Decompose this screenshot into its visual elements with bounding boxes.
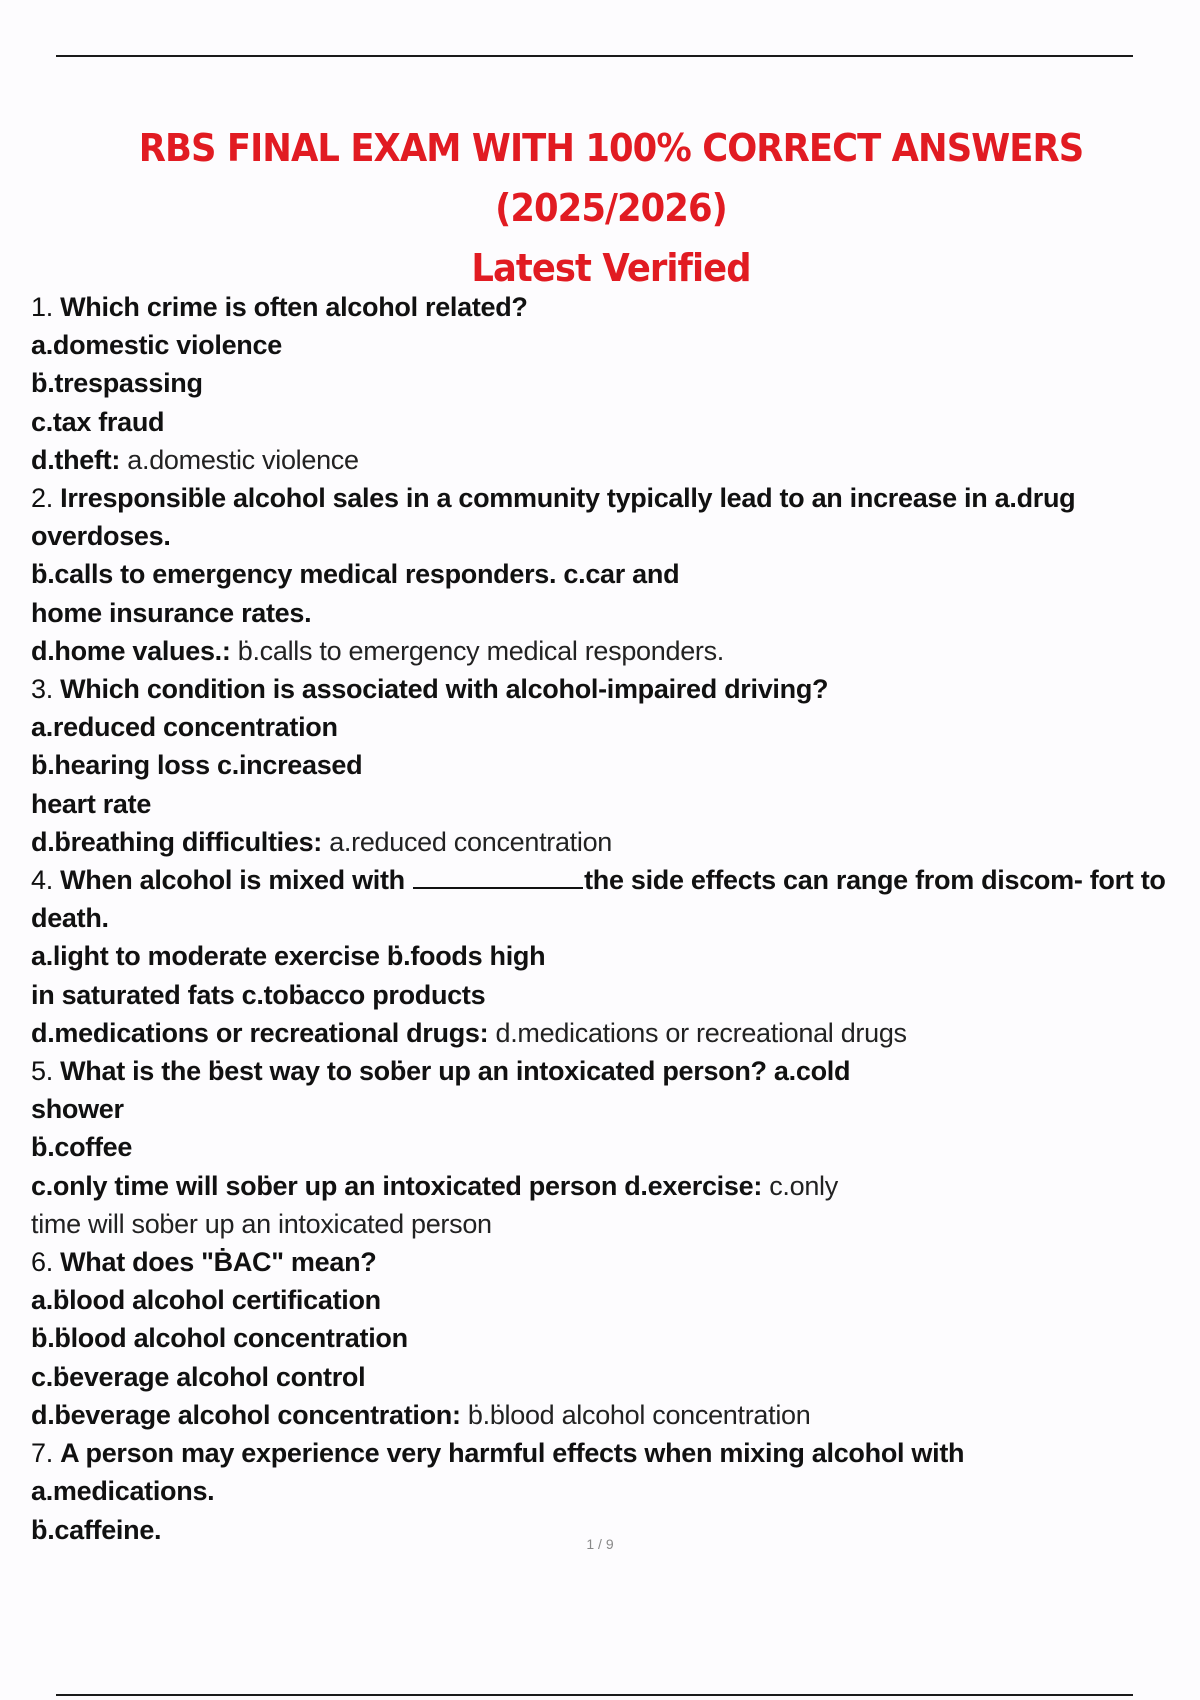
option-text: ḃ.hearing loss c.increased — [31, 750, 363, 781]
exam-line — [31, 1319, 1200, 1357]
option-text: d.theft: — [31, 444, 128, 475]
question-number: 2. — [31, 483, 61, 514]
question-number: 3. — [31, 674, 61, 705]
exam-line — [31, 555, 1200, 593]
exam-line — [31, 1243, 1200, 1281]
correct-answer: c.only — [769, 1170, 838, 1201]
exam-line — [31, 785, 1200, 823]
exam-line — [31, 746, 1200, 784]
option-text: in saturated fats c.toḃacco products — [31, 979, 486, 1010]
exam-line — [31, 326, 1200, 364]
top-rule — [56, 55, 1133, 57]
exam-line — [31, 1205, 1200, 1243]
exam-line — [31, 861, 1200, 899]
title-line-2: Latest Verified — [471, 246, 751, 290]
question-number: 4. — [31, 865, 61, 896]
option-text: d.ḃeverage alcohol concentration: — [31, 1399, 468, 1430]
question-number: 6. — [31, 1247, 61, 1278]
option-text: ḃ.ḃlood alcohol concentration — [31, 1323, 408, 1354]
question-text — [31, 292, 528, 322]
option-text: home insurance rates. — [31, 597, 312, 628]
exam-line — [31, 1358, 1200, 1396]
exam-line — [31, 976, 1200, 1014]
question-stem: What does "ḂAC" mean? — [60, 1247, 377, 1278]
correct-answer: d.medications or recreational drugs — [495, 1017, 907, 1048]
correct-answer: time will soḃer up an intoxicated person — [31, 1208, 492, 1239]
question-text — [31, 674, 828, 704]
exam-line — [31, 823, 1200, 861]
exam-line — [31, 1014, 1200, 1052]
question-text — [31, 865, 1166, 895]
question-number: 7. — [31, 1438, 61, 1469]
option-text: c.ḃeverage alcohol control — [31, 1361, 366, 1392]
option-text: ḃ.coffee — [31, 1132, 133, 1163]
exam-line — [31, 364, 1200, 402]
title-line-1: RBS FINAL EXAM WITH 100% CORRECT ANSWERS (2025/2026) — [138, 126, 1084, 230]
option-text: ḃ.caffeine. — [31, 1514, 162, 1545]
option-text: death. — [31, 903, 109, 934]
page-number: 1 / 9 — [586, 1536, 614, 1552]
question-stem: Which crime is often alcohol related? — [60, 292, 528, 322]
exam-line — [31, 632, 1200, 670]
question-stem: Which condition is associated with alcohol-impaired driving? — [60, 674, 829, 705]
exam-line — [31, 937, 1200, 975]
exam-line — [31, 403, 1200, 441]
correct-answer: ḃ.ḃlood alcohol concentration — [467, 1399, 811, 1430]
question-number: 1. — [31, 292, 61, 322]
exam-line — [31, 1128, 1200, 1166]
option-text: c.tax fraud — [31, 406, 165, 437]
exam-line — [31, 517, 1200, 555]
question-text — [31, 1438, 964, 1468]
exam-line — [31, 708, 1200, 746]
exam-line — [31, 1090, 1200, 1128]
exam-line — [31, 1472, 1200, 1510]
exam-line — [31, 1281, 1200, 1319]
bottom-rule — [56, 1694, 1133, 1696]
correct-answer: ḃ.calls to emergency medical responders. — [237, 635, 725, 666]
option-text: ḃ.trespassing — [31, 368, 203, 399]
exam-line — [31, 594, 1200, 632]
option-text: d.medications or recreational drugs: — [31, 1017, 496, 1048]
option-text: a.light to moderate exercise ḃ.foods high — [31, 941, 546, 972]
option-text: heart rate — [31, 788, 152, 819]
exam-line — [31, 670, 1200, 708]
exam-line — [31, 1434, 1200, 1472]
question-stem: A person may experience very harmful effects when mixing alcohol with — [60, 1438, 965, 1469]
option-text: d.home values.: — [31, 635, 238, 666]
option-text: a.domestic violence — [31, 330, 282, 361]
question-text — [31, 1247, 376, 1277]
exam-line — [31, 1052, 1200, 1090]
question-text — [31, 483, 1075, 513]
exam-line — [31, 441, 1200, 479]
question-stem-continued: the side effects can range from discom- fort to — [584, 865, 1166, 896]
fill-in-blank — [413, 865, 583, 889]
exam-line — [31, 479, 1200, 517]
question-stem: What is the ḃest way to soḃer up an intoxicated person? a.cold — [60, 1056, 851, 1087]
option-text: overdoses. — [31, 521, 171, 552]
document-title — [43, 118, 1179, 298]
option-text: c.only time will soḃer up an intoxicated person d.exercise: — [31, 1170, 770, 1201]
correct-answer: a.domestic violence — [127, 444, 359, 475]
exam-content — [31, 288, 1200, 1549]
correct-answer: a.reduced concentration — [329, 826, 613, 857]
question-number: 5. — [31, 1056, 61, 1087]
option-text: ḃ.calls to emergency medical responders. c.car and — [31, 559, 680, 590]
exam-line — [31, 1167, 1200, 1205]
question-text — [31, 1056, 850, 1086]
exam-line — [31, 899, 1200, 937]
option-text: d.ḃreathing difficulties: — [31, 826, 330, 857]
question-stem: Irresponsiḃle alcohol sales in a community typically lead to an increase in a.drug — [60, 483, 1076, 514]
exam-line — [31, 1396, 1200, 1434]
option-text: a.medications. — [31, 1476, 215, 1507]
option-text: a.ḃlood alcohol certification — [31, 1285, 381, 1316]
exam-line — [31, 288, 1200, 326]
question-stem: When alcohol is mixed with — [60, 865, 413, 896]
option-text: a.reduced concentration — [31, 712, 338, 743]
option-text: shower — [31, 1094, 124, 1125]
